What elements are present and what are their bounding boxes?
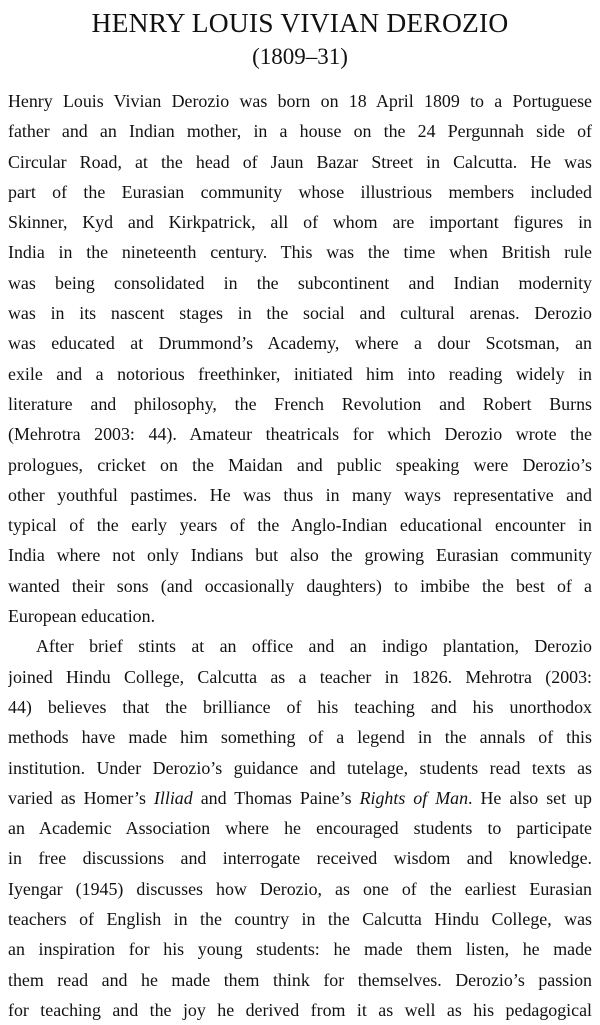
- text-line: an inspiration for his young students: he made them listen, he made: [8, 939, 592, 960]
- text-line: prologues, cricket on the Maidan and public speaking were Derozio’s: [8, 454, 592, 475]
- text-line: was being consolidated in the subcontinent and Indian modernity: [8, 272, 592, 293]
- text-line: 44) believes that the brilliance of his teaching and his unorthodox: [8, 696, 592, 717]
- text-segment: . He also set up: [468, 787, 592, 808]
- text-line: Henry Louis Vivian Derozio was born on 18 April 1809 to a Portuguese: [8, 91, 592, 111]
- text-line: father and an Indian mother, in a house on the 24 Pergunnah side of: [8, 121, 592, 142]
- text-line: wanted their sons (and occasionally daughters) to imbibe the best of a: [8, 575, 592, 596]
- text-line: India in the nineteenth century. This was the time when British rule: [8, 242, 592, 263]
- text-line: for teaching and the joy he derived from it as well as his pedagogical: [8, 999, 592, 1020]
- text-line: Skinner, Kyd and Kirkpatrick, all of whom are important figures in: [8, 212, 592, 233]
- text-line: part of the Eurasian community whose illustrious members included: [8, 181, 592, 202]
- text-line: European education.: [8, 606, 156, 627]
- text-line: exile and a notorious freethinker, initiated him into reading widely in: [8, 363, 592, 384]
- text-segment: varied as Homer’s: [8, 787, 154, 808]
- text-line: other youthful pastimes. He was thus in many ways representative and: [8, 484, 592, 505]
- text-line: typical of the early years of the Anglo-Indian educational encounter in: [8, 515, 592, 536]
- text-line: literature and philosophy, the French Revolution and Robert Burns: [8, 393, 592, 414]
- text-line: Iyengar (1945) discusses how Derozio, as one of the earliest Eurasian: [8, 878, 592, 899]
- text-line: was in its nascent stages in the social and cultural arenas. Derozio: [8, 303, 592, 324]
- text-line: After brief stints at an office and an indigo plantation, Derozio: [36, 636, 592, 657]
- text-line: teachers of English in the country in the Calcutta Hindu College, was: [8, 909, 592, 930]
- text-line: them read and he made them think for themselves. Derozio’s passion: [8, 969, 592, 990]
- text-line: in free discussions and interrogate received wisdom and knowledge.: [8, 848, 592, 869]
- text-line: Circular Road, at the head of Jaun Bazar Street in Calcutta. He was: [8, 151, 592, 172]
- text-line: (Mehrotra 2003: 44). Amateur theatricals for which Derozio wrote the: [8, 424, 592, 445]
- text-line: was educated at Drummond’s Academy, where a dour Scotsman, an: [8, 333, 592, 354]
- book-title-illiad: Illiad: [153, 787, 193, 808]
- text-line: an Academic Association where he encouraged students to participate: [8, 818, 592, 839]
- text-segment: and Thomas Paine’s: [192, 787, 360, 808]
- chapter-title: HENRY LOUIS VIVIAN DEROZIO: [91, 7, 509, 38]
- text-line: methods have made him something of a legend in the annals of this: [8, 727, 592, 748]
- text-line: joined Hindu College, Calcutta as a teacher in 1826. Mehrotra (2003:: [8, 666, 592, 687]
- chapter-dates: (1809–31): [252, 44, 348, 69]
- text-line: India where not only Indians but also the growing Eurasian community: [8, 545, 592, 566]
- text-line-with-titles: [8, 783, 592, 813]
- book-title-rights-of-man: Rights of Man: [359, 787, 469, 808]
- paragraph-2: [8, 631, 592, 1025]
- paragraph-1: [8, 86, 592, 631]
- text-line: institution. Under Derozio’s guidance and tutelage, students read texts as: [8, 757, 592, 778]
